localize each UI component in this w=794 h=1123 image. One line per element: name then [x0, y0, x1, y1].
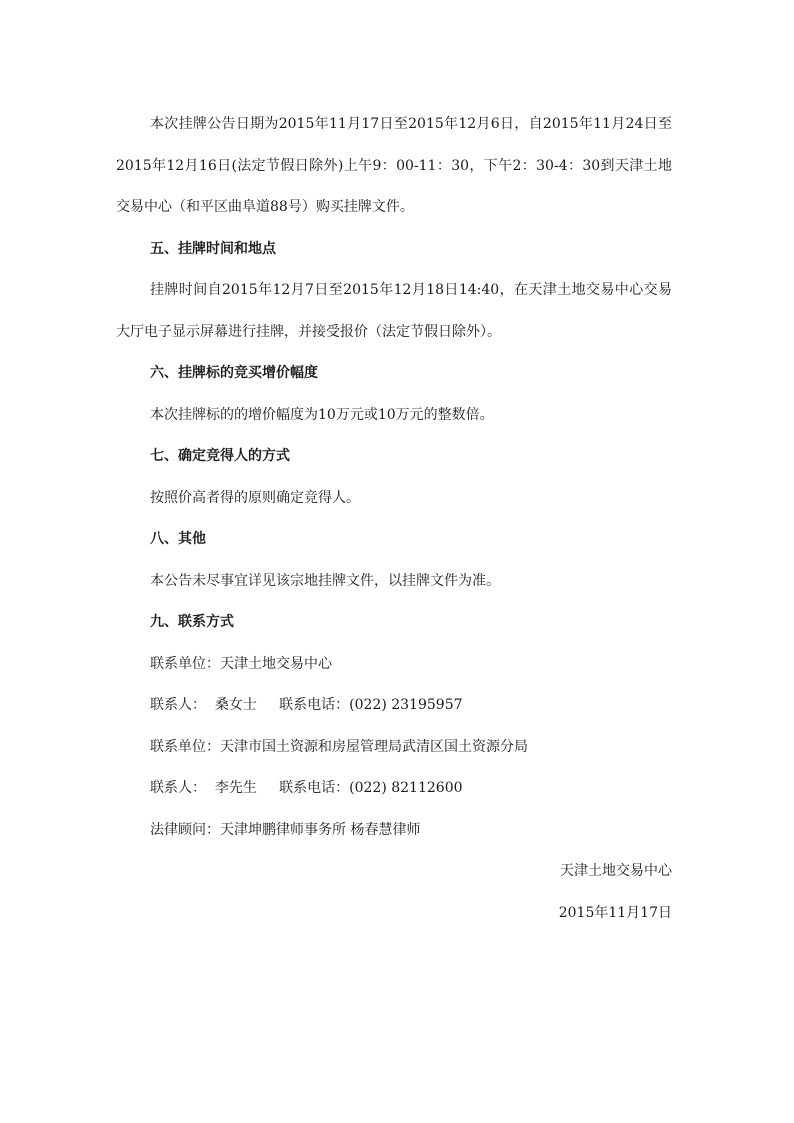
signature-date: 2015年11月17日 — [558, 904, 672, 921]
section-7-heading: 七、确定竞得人的方式 — [150, 448, 290, 464]
section-6-body: 本次挂牌标的的增价幅度为10万元或10万元的整数倍。 — [150, 406, 494, 423]
contact-person-2: 联系人： 李先生 联系电话：(022) 82112600 — [150, 780, 463, 796]
intro-paragraph: 本次挂牌公告日期为2015年11月17日至2015年12月6日，自2015年11月24日至2015年12月16日(法定节假日除外)上午9：00-11：30，下午2：30-4：30到天津土地交易中心（和平区曲阜道88号）购买挂牌文件。 — [116, 116, 672, 215]
section-5-body: 挂牌时间自2015年12月7日至2015年12月18日14:40，在天津土地交易中心交易大厅电子显示屏幕进行挂牌，并接受报价（法定节假日除外）。 — [116, 282, 672, 340]
section-6-heading: 六、挂牌标的竞买增价幅度 — [150, 365, 318, 381]
section-5-heading: 五、挂牌时间和地点 — [150, 240, 276, 257]
section-9-heading: 九、联系方式 — [150, 614, 234, 630]
contact-unit-2: 联系单位：天津市国土资源和房屋管理局武清区国土资源分局 — [150, 738, 528, 755]
section-8-heading: 八、其他 — [150, 531, 206, 547]
signature-org: 天津土地交易中心 — [560, 863, 672, 879]
announcement-body — [116, 104, 672, 934]
legal-advisor: 法律顾问：天津坤鹏律师事务所 杨春慧律师 — [150, 821, 421, 838]
section-8-body: 本公告未尽事宜详见该宗地挂牌文件，以挂牌文件为准。 — [150, 572, 500, 589]
contact-person-1: 联系人： 桑女士 联系电话：(022) 23195957 — [150, 697, 463, 713]
section-7-body: 按照价高者得的原则确定竞得人。 — [150, 489, 360, 506]
contact-unit-1: 联系单位：天津土地交易中心 — [150, 655, 332, 672]
